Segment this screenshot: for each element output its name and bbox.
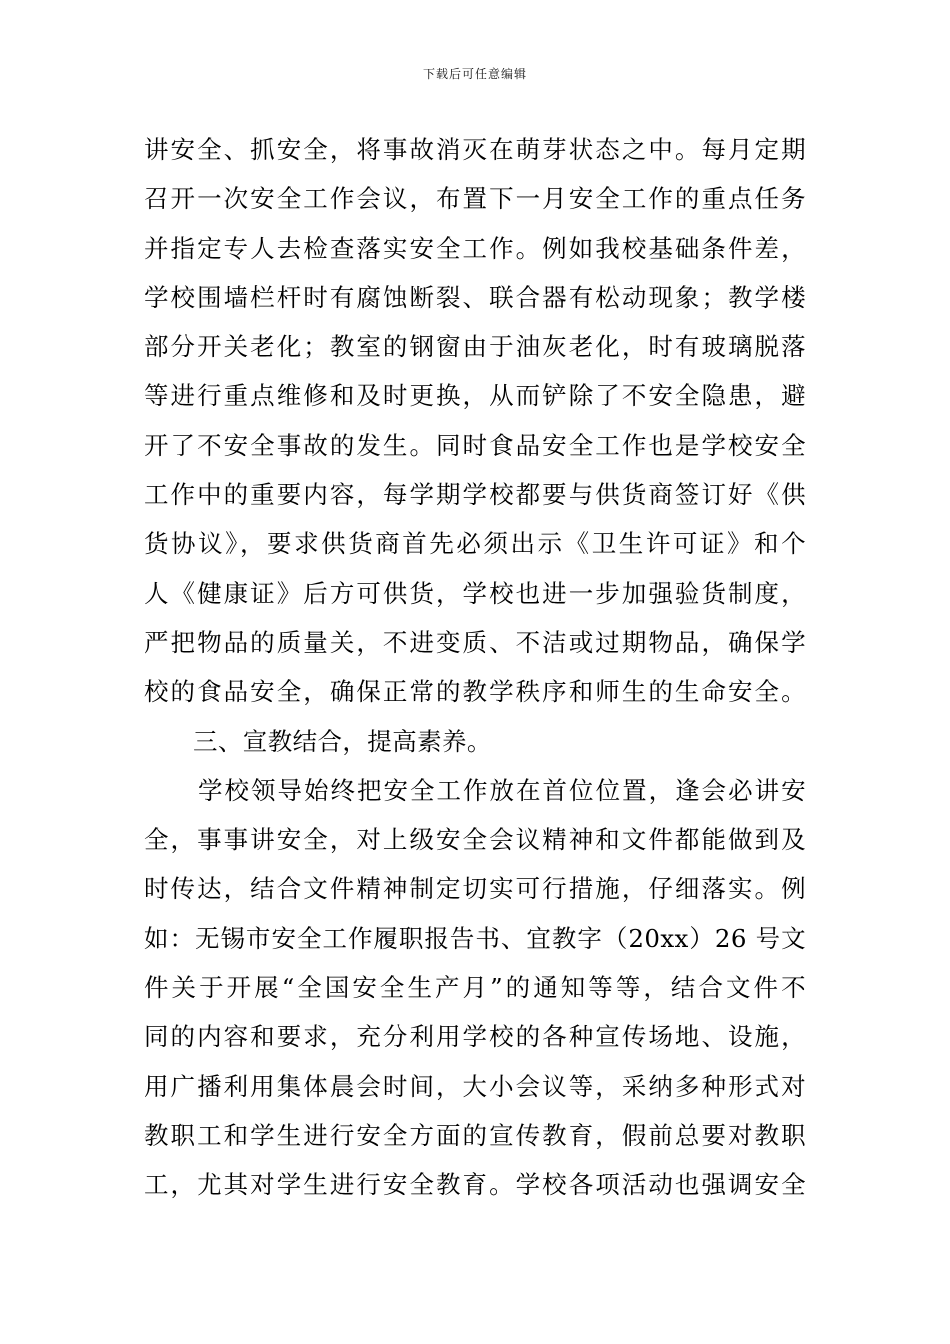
- paragraph-line: 学校领导始终把安全工作放在首位位置，逢会必讲安: [198, 775, 806, 805]
- document-body: [144, 125, 806, 1210]
- paragraph-line: 并指定专人去检查落实安全工作。例如我校基础条件差，: [144, 233, 806, 263]
- section-heading: 三、宣教结合，提高素养。: [193, 726, 492, 756]
- paragraph-line: 用广播利用集体晨会时间，大小会议等，采纳多种形式对: [144, 1071, 806, 1101]
- paragraph-line: 件关于开展“全国安全生产月”的通知等等，结合文件不: [144, 973, 806, 1003]
- paragraph-line: 工，尤其对学生进行安全教育。学校各项活动也强调安全: [144, 1170, 806, 1200]
- paragraph-line: 同的内容和要求，充分利用学校的各种宣传场地、设施，: [144, 1022, 806, 1052]
- paragraph-line: 学校围墙栏杆时有腐蚀断裂、联合器有松动现象；教学楼: [144, 282, 806, 312]
- paragraph-line: 校的食品安全，确保正常的教学秩序和师生的生命安全。: [144, 677, 806, 707]
- paragraph-line: 教职工和学生进行安全方面的宣传教育，假前总要对教职: [144, 1120, 806, 1150]
- paragraph-line: 召开一次安全工作会议，布置下一月安全工作的重点任务: [144, 184, 806, 214]
- paragraph-line: 工作中的重要内容，每学期学校都要与供货商签订好《供: [144, 480, 806, 510]
- page-header: 下载后可任意编辑: [422, 67, 527, 81]
- paragraph-line: 讲安全、抓安全，将事故消灭在萌芽状态之中。每月定期: [144, 135, 806, 164]
- paragraph-line: 人《健康证》后方可供货，学校也进一步加强验货制度，: [144, 578, 806, 608]
- paragraph-line: 等进行重点维修和及时更换，从而铲除了不安全隐患，避: [144, 381, 806, 411]
- paragraph-line: 时传达，结合文件精神制定切实可行措施，仔细落实。例: [144, 874, 806, 904]
- paragraph-line: 全，事事讲安全，对上级安全会议精神和文件都能做到及: [144, 825, 806, 855]
- paragraph-line: 开了不安全事故的发生。同时食品安全工作也是学校安全: [144, 430, 806, 460]
- paragraph-line: 货协议》，要求供货商首先必须出示《卫生许可证》和个: [144, 529, 806, 559]
- paragraph-line: 严把物品的质量关，不进变质、不洁或过期物品，确保学: [144, 627, 806, 657]
- paragraph-line: 如：无锡市安全工作履职报告书、宜教字（20xx）26 号文: [144, 923, 806, 953]
- paragraph-line: 部分开关老化；教室的钢窗由于油灰老化，时有玻璃脱落: [144, 332, 806, 362]
